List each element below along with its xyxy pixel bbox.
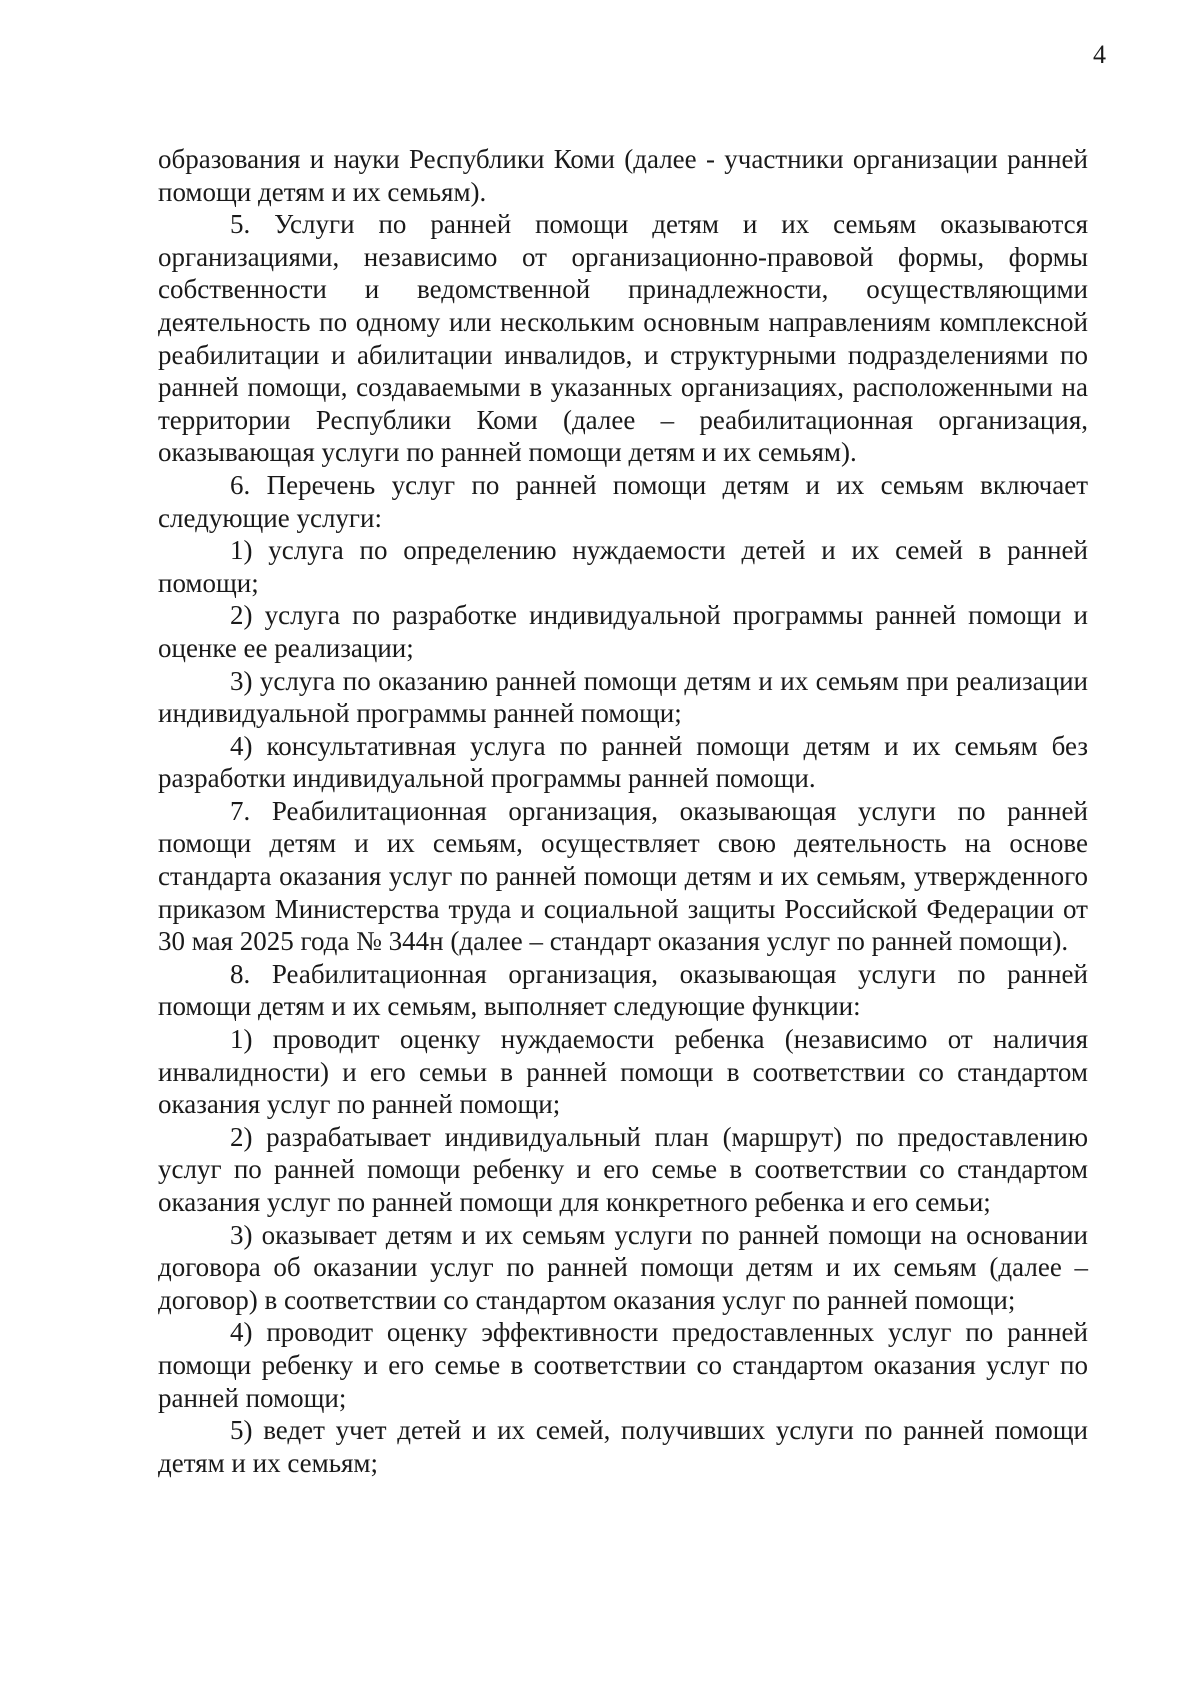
list-item-8-3: 3) оказывает детям и их семьям услуги по ранней помощи на основании договора об оказании услуг по ранней помощи детям и их семьям (далее – договор) в соответствии со стандартом оказания услуг по ранней помощи; [158,1219,1088,1315]
paragraph-item-6: 6. Перечень услуг по ранней помощи детям и их семьям включает следующие услуги: [158,469,1088,533]
document-body [158,143,1088,1479]
paragraph-item-8: 8. Реабилитационная организация, оказывающая услуги по ранней помощи детям и их семьям, выполняет следующие функции: [158,958,1088,1022]
paragraph-item-5: 5. Услуги по ранней помощи детям и их семьям оказываются организациями, независимо от организационно-правовой формы, формы собственности и ведомственной принадлежности, осуществляющими деятельность по одному или нескольким основным направлениям комплексной реабилитации и абилитации инвалидов, и структурными подразделениями по ранней помощи, создаваемыми в указанных организациях, расположенными на территории Республики Коми (далее – реабилитационная организация, оказывающая услуги по ранней помощи детям и их семьям). [158,209,1088,468]
list-item-8-5: 5) ведет учет детей и их семей, получивших услуги по ранней помощи детям и их семьям; [158,1415,1088,1478]
list-item-6-2: 2) услуга по разработке индивидуальной программы ранней помощи и оценке ее реализации; [158,600,1088,663]
paragraph-continuation: образования и науки Республики Коми (далее - участники организации ранней помощи детям и их семьям). [158,144,1088,207]
list-item-8-4: 4) проводит оценку эффективности предоставленных услуг по ранней помощи ребенку и его семье в соответствии со стандартом оказания услуг по ранней помощи; [158,1317,1088,1413]
list-item-8-1: 1) проводит оценку нуждаемости ребенка (независимо от наличия инвалидности) и его семьи в ранней помощи в соответствии со стандартом оказания услуг по ранней помощи; [158,1024,1088,1120]
paragraph-item-7: 7. Реабилитационная организация, оказывающая услуги по ранней помощи детям и их семьям, осуществляет свою деятельность на основе стандарта оказания услуг по ранней помощи детям и их семьям, утвержденного приказом Министерства труда и социальной защиты Российской Федерации от 30 мая 2025 года № 344н (далее – стандарт оказания услуг по ранней помощи). [158,795,1088,957]
list-item-8-2: 2) разрабатывает индивидуальный план (маршрут) по предоставлению услуг по ранней помощи ребенку и его семье в соответствии со стандартом оказания услуг по ранней помощи для конкретного ребенка и его семьи; [158,1121,1088,1217]
list-item-6-1: 1) услуга по определению нуждаемости детей и их семей в ранней помощи; [158,535,1088,598]
page-number: 4 [1093,40,1106,69]
list-item-6-4: 4) консультативная услуга по ранней помощи детям и их семьям без разработки индивидуальной программы ранней помощи. [158,730,1088,794]
list-item-6-3: 3) услуга по оказанию ранней помощи детям и их семьям при реализации индивидуальной программы ранней помощи; [158,665,1088,729]
